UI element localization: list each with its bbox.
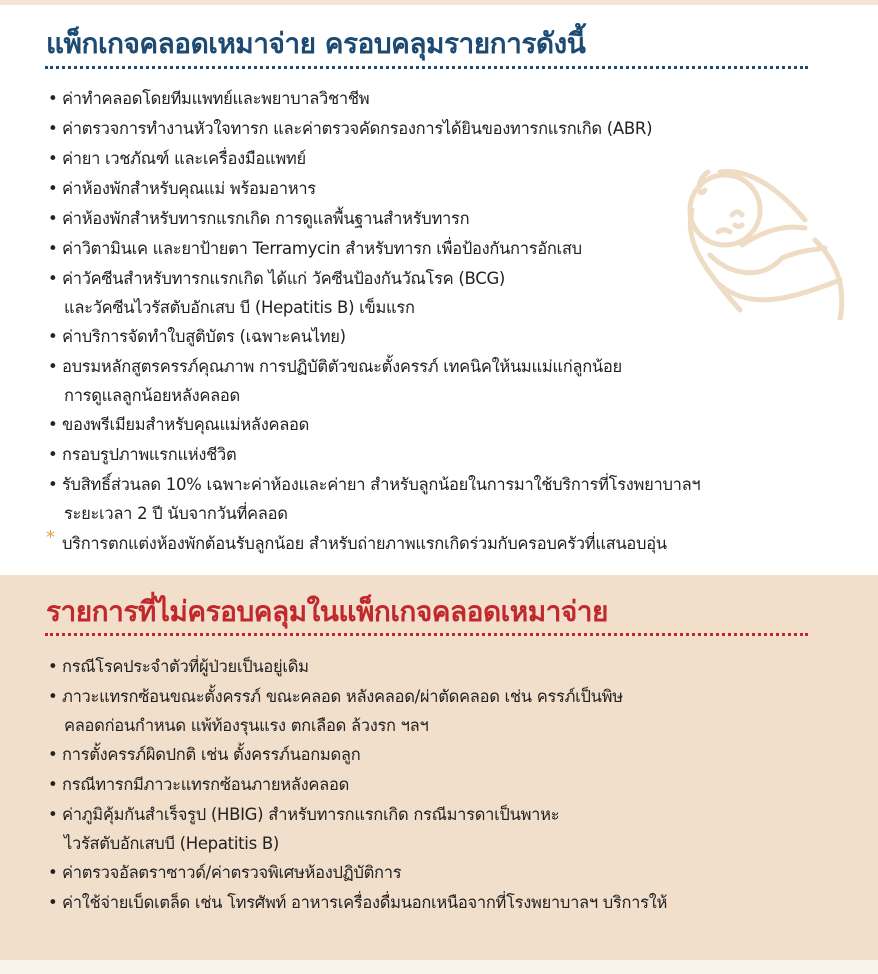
bullet-icon: • <box>48 745 58 764</box>
covered-list <box>48 84 700 560</box>
list-item: • ภาวะแทรกซ้อนขณะตั้งครรภ์ ขณะคลอด หลังคลอด/ผ่าตัดคลอด เช่น ครรภ์เป็นพิษ คลอดก่อนกำหนด แพ้ท้องรุนแรง ตกเลือด ล้วงรก ฯลฯ <box>48 682 667 740</box>
list-item: • ค่าทำคลอดโดยทีมแพทย์และพยาบาลวิชาชีพ <box>48 84 700 114</box>
list-item: • ค่าห้องพักสำหรับทารกแรกเกิด การดูแลพื้นฐานสำหรับทารก <box>48 204 700 234</box>
list-item: • ค่าวิตามินเค และยาป้ายตา Terramycin สำหรับทารก เพื่อป้องกันการอักเสบ <box>48 234 700 264</box>
list-item: • อบรมหลักสูตรครรภ์คุณภาพ การปฏิบัติตัวขณะตั้งครรภ์ เทคนิคให้นมแม่แก่ลูกน้อย การดูแลลูกน้อยหลังคลอด <box>48 352 700 410</box>
bullet-icon: • <box>48 863 58 882</box>
list-item: • ค่าบริการจัดทำใบสูติบัตร (เฉพาะคนไทย) <box>48 322 700 352</box>
list-item: • ค่าตรวจการทำงานหัวใจทารก และค่าตรวจคัดกรองการได้ยินของทารกแรกเกิด (ABR) <box>48 114 700 144</box>
bullet-icon: • <box>48 89 58 108</box>
bullet-icon: • <box>48 415 58 434</box>
bullet-icon: • <box>48 327 58 346</box>
list-item: • ค่าตรวจอัลตราซาวด์/ค่าตรวจพิเศษห้องปฏิบัติการ <box>48 858 667 888</box>
swaddled-baby-icon <box>680 150 878 320</box>
bullet-icon: • <box>48 239 58 258</box>
not-covered-list <box>48 652 667 918</box>
list-item: • กรณีทารกมีภาวะแทรกซ้อนภายหลังคลอด <box>48 770 667 800</box>
bullet-icon: • <box>48 269 58 288</box>
bullet-icon: • <box>48 805 58 824</box>
list-item: • ค่าวัคซีนสำหรับทารกแรกเกิด ได้แก่ วัคซีนป้องกันวัณโรค (BCG) และวัคซีนไวรัสตับอักเสบ บี (Hepatitis B) เข็มแรก <box>48 264 700 322</box>
list-item: • ค่าห้องพักสำหรับคุณแม่ พร้อมอาหาร <box>48 174 700 204</box>
list-item: • กรอบรูปภาพแรกแห่งชีวิต <box>48 440 700 470</box>
bullet-icon: • <box>48 179 58 198</box>
covered-title: แพ็กเกจคลอดเหมาจ่าย ครอบคลุมรายการดังนี้ <box>46 27 586 60</box>
bullet-icon: • <box>48 775 58 794</box>
bullet-icon: • <box>48 357 58 376</box>
bullet-icon: • <box>48 149 58 168</box>
bullet-icon: • <box>48 475 58 494</box>
list-item: • ค่าใช้จ่ายเบ็ดเตล็ด เช่น โทรศัพท์ อาหารเครื่องดื่มนอกเหนือจากที่โรงพยาบาลฯ บริการให้ <box>48 888 667 918</box>
list-item: • ของพรีเมียมสำหรับคุณแม่หลังคลอด <box>48 410 700 440</box>
list-item: • ค่าภูมิคุ้มกันสำเร็จรูป (HBIG) สำหรับทารกแรกเกิด กรณีมารดาเป็นพาหะ ไวรัสตับอักเสบบี (Hepatitis B) <box>48 800 667 858</box>
bullet-icon: • <box>48 209 58 228</box>
list-item: • ค่ายา เวชภัณฑ์ และเครื่องมือแพทย์ <box>48 144 700 174</box>
note-item: * บริการตกแต่งห้องพักต้อนรับลูกน้อย สำหรับถ่ายภาพแรกเกิดร่วมกับครอบครัวที่แสนอบอุ่น <box>48 528 700 560</box>
covered-divider <box>45 66 808 69</box>
asterisk-icon: * <box>46 527 55 548</box>
list-item: • กรณีโรคประจำตัวที่ผู้ป่วยเป็นอยู่เดิม <box>48 652 667 682</box>
not-covered-divider <box>45 633 808 636</box>
bullet-icon: • <box>48 445 58 464</box>
bullet-icon: • <box>48 119 58 138</box>
bullet-icon: • <box>48 687 58 706</box>
bullet-icon: • <box>48 657 58 676</box>
not-covered-title: รายการที่ไม่ครอบคลุมในแพ็กเกจคลอดเหมาจ่าย <box>46 595 608 628</box>
list-item: • รับสิทธิ์ส่วนลด 10% เฉพาะค่าห้องและค่ายา สำหรับลูกน้อยในการมาใช้บริการที่โรงพยาบาลฯ ระยะเวลา 2 ปี นับจากวันที่คลอด <box>48 470 700 528</box>
bottom-band <box>0 960 878 974</box>
list-item: • การตั้งครรภ์ผิดปกติ เช่น ตั้งครรภ์นอกมดลูก <box>48 740 667 770</box>
bullet-icon: • <box>48 893 58 912</box>
